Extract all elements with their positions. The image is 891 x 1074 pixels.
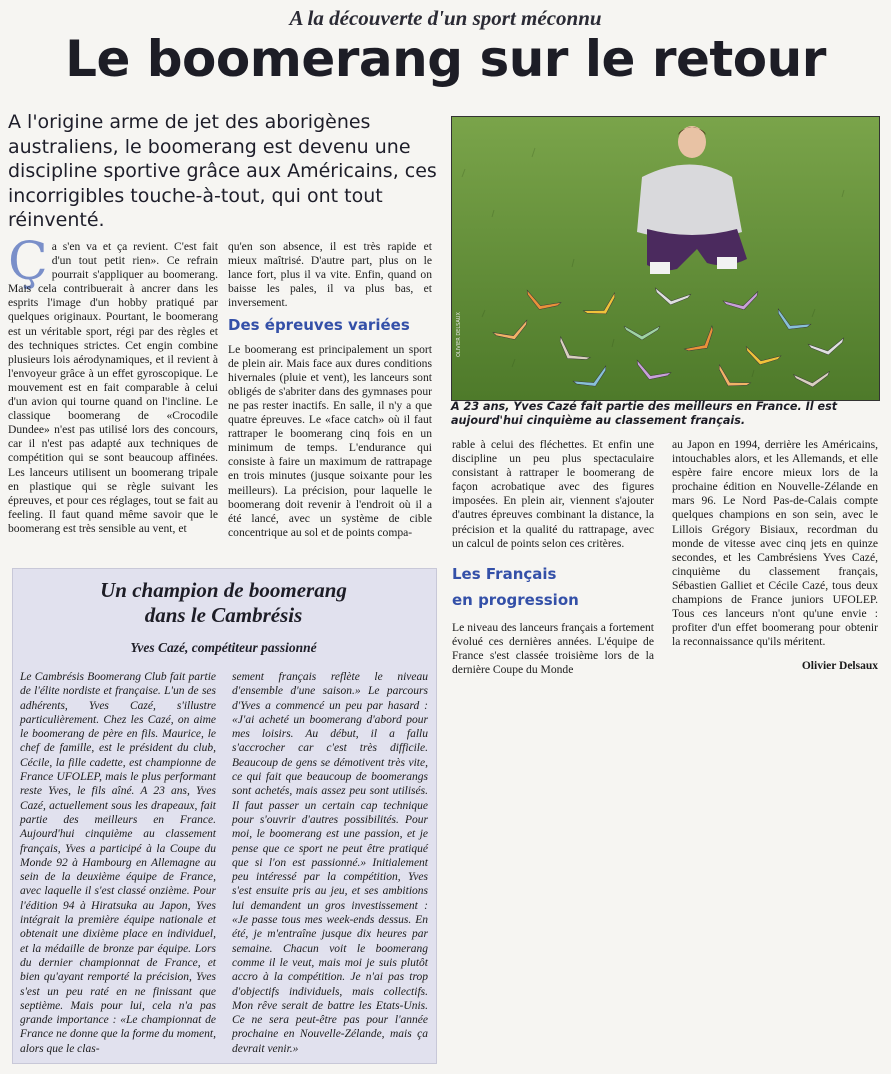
photo-boomerang-player	[452, 117, 879, 400]
sidebar-subtitle: Yves Cazé, compétiteur passionné	[130, 640, 317, 655]
sidebar-column-2-text: sement français reflète le niveau d'ensemble d'une saison.» Le parcours d'Yves a commencé un peu par hasard : «J'ai acheté un boomerang d'abord pour mes loisirs. Au début, il a fallu s'accrocher car c'est très difficile. Beaucoup de gens se démotivent très vite, ce qui fait que beaucoup de boomerangs sont achetés, mais assez peu sont utilisés. Il faut passer un certain cap technique pour s'ouvrir d'autres possibilités. Pour moi, le boomerang est une passion, et je pense que ce sport ne peut être pratiqué que si l'on est passionné.» Initialement peu intéressé par la compétition, Yves s'est ensuite pris au jeu, et ses ambitions lui demandent un gros investissement : «Je passe tous mes week-ends dessus. En été, je m'entraîne jusque dix heures par semaine. Chacun voit le boomerang comme il le veut, mais moi je suis plutôt accro à la compétition. Je n'ai pas trop d'objectifs individuels, mais collectifs. Mon rêve serait de battre les Etats-Unis. Ce ne sera peut-être pas pour l'année prochaine en Nouvelle-Zélande, mais ça devrait venir.»	[232, 671, 428, 1055]
column-1-text: a s'en va et ça revient. C'est fait d'un tout petit rien». Ce refrain pourrait s'appliquer au boomerang. Mais cela contribuerait à ancrer dans les esprits l'image d'un hobby pratiqué par quelques originaux. Pourtant, le boomerang est un véritable sport, régi par des règles et des techniques strictes. Cet engin combine plusieurs lois aérodynamiques, et il revient à l'envoyeur grâce à un effet gyroscopique. Le mouvement est en fait comparable à celui d'un avion qui tourne quand on l'incline. Le classique boomerang de «Crocodile Dundee» n'est pas utilisé lors des concours, car il n'est pas adapté aux techniques de compétition qui se sont beaucoup affinées. Les lanceurs utilisent un boomerang tripale en plastique qui se règle suivant les épreuves, et pour ces réglages, tout se fait au feeling. Il faut quand même savoir que le boomerang est très sensible au vent, et	[8, 240, 218, 535]
subhead-francais	[452, 561, 654, 613]
sidebar-title-line-2: dans le Cambrésis	[144, 603, 303, 627]
photo-credit: OLIVIER DELSAUX	[456, 312, 462, 357]
article-column-1	[8, 232, 218, 536]
article-column-4	[672, 438, 878, 674]
article-column-2	[228, 240, 432, 540]
column-3-text-1: rable à celui des fléchettes. Et enfin une discipline un peu plus spectaculaire consistant à rattraper le boomerang de façon acrobatique avec des figures imposées. En plein air, viennent s'ajouter d'autres épreuves combinant la distance, la précision et la qualité du rattrapage, avec un calcul de points selon ces critères.	[452, 438, 654, 550]
column-2-text-1: qu'en son absence, il est très rapide et mieux maîtrisé. D'autre part, plus on le lance fort, plus il va vite. Enfin, quand on baisse les pales, il va plus bas, et inversement.	[228, 240, 432, 310]
sidebar-column-2	[232, 670, 428, 1056]
article-intro: A l'origine arme de jet des aborigènes australiens, le boomerang est devenu une discipline sportive grâce aux Américains, ces incorrigibles touche-à-tout, qui ont tout réinventé.	[8, 111, 437, 231]
author-signature: Olivier Delsaux	[801, 660, 878, 673]
subhead-francais-line-1: Les Français	[452, 564, 557, 583]
article-headline: Le boomerang sur le retour	[65, 30, 826, 88]
article-column-3	[452, 438, 654, 677]
sidebar-title	[12, 578, 435, 628]
photo-caption: A 23 ans, Yves Cazé fait partie des meilleurs en France. Il est aujourd'hui cinquième au classement français.	[451, 400, 838, 427]
subhead-epreuves: Des épreuves variées	[228, 316, 410, 335]
subhead-francais-line-2: en progression	[452, 590, 579, 609]
column-2-text-2: Le boomerang est principalement un sport de plein air. Mais face aux dures conditions hivernales (pluie et vent), les lanceurs sont obligés de s'abriter dans des gymnases pour ne pas rester inactifs. En salle, il n'y a que quatre épreuves. Le «face catch» où il faut rattraper le boomerang cinq fois en un minimum de temps. L'endurance qui consiste à faire un maximum de rattrapage en trois minutes (jusque soixante pour les meilleurs). La précision, pour laquelle le boomerang doit revenir à l'endroit où il a été lancé, avec un système de cible concentrique au sol et de points compa-	[228, 342, 432, 539]
sidebar-column-1-text: Le Cambrésis Boomerang Club fait partie de l'élite nordiste et française. L'un de ses adhérents, Yves Cazé, s'illustre particulièrement. Chez les Cazé, on aime le boomerang de père en fils. Maurice, le chef de famille, est le président du club, Cécile, la fille cadette, est championne de France UFOLEP, mais le plus performant reste Yves, le fils aîné. A 23 ans, Yves Cazé, actuellement sous les drapeaux, fait partie des meilleurs en France. Aujourd'hui cinquième au classement français, Yves a participé à la Coupe du Monde 92 à Hambourg en Allemagne au sein de la deuxième équipe de France, avec laquelle il s'est classé onzième. Pour l'édition 94 à Hiratsuka au Japon, Yves intégrait la première équipe nationale et obtenait une dixième place en individuel, et la médaille de bronze par équipe. Lors du dernier championnat de France, et bien qu'ayant remporté la précision, Yves s'est un peu raté en ne finissant que septième. Mais pour lui, cela n'a pas grande importance : «Le championnat de France ne donne que la forme du moment, alors que le clas-	[20, 671, 216, 1055]
sidebar-title-line-1: Un champion de boomerang	[100, 578, 347, 602]
drop-cap: Ç	[8, 232, 48, 292]
article-photo	[451, 116, 880, 401]
sidebar-column-1	[20, 670, 216, 1056]
column-4-text: au Japon en 1994, derrière les Américains, intouchables alors, et les Allemands, et elle espère faire encore mieux lors de la prochaine édition en Nouvelle-Zélande en mars 96. Le Nord Pas-de-Calais compte quelques champions en son sein, avec le Lillois Grégory Bisiaux, recordman du monde de vitesse avec cinq jets en quinze secondes, et les Cambrésiens Yves Cazé, cinquième du classement français, Sébastien Galliet et Cécile Cazé, tous deux champions de France juniors UFOLEP. Tous ces lanceurs n'ont qu'une envie : profiter d'un effet boomerang pour obtenir la reconnaissance qu'ils méritent.	[672, 438, 878, 649]
article-kicker: A la découverte d'un sport méconnu	[289, 6, 602, 30]
column-3-text-2: Le niveau des lanceurs français a fortement évolué ces dernières années. L'équipe de France s'est classée troisième lors de la dernière Coupe du Monde	[452, 620, 654, 677]
